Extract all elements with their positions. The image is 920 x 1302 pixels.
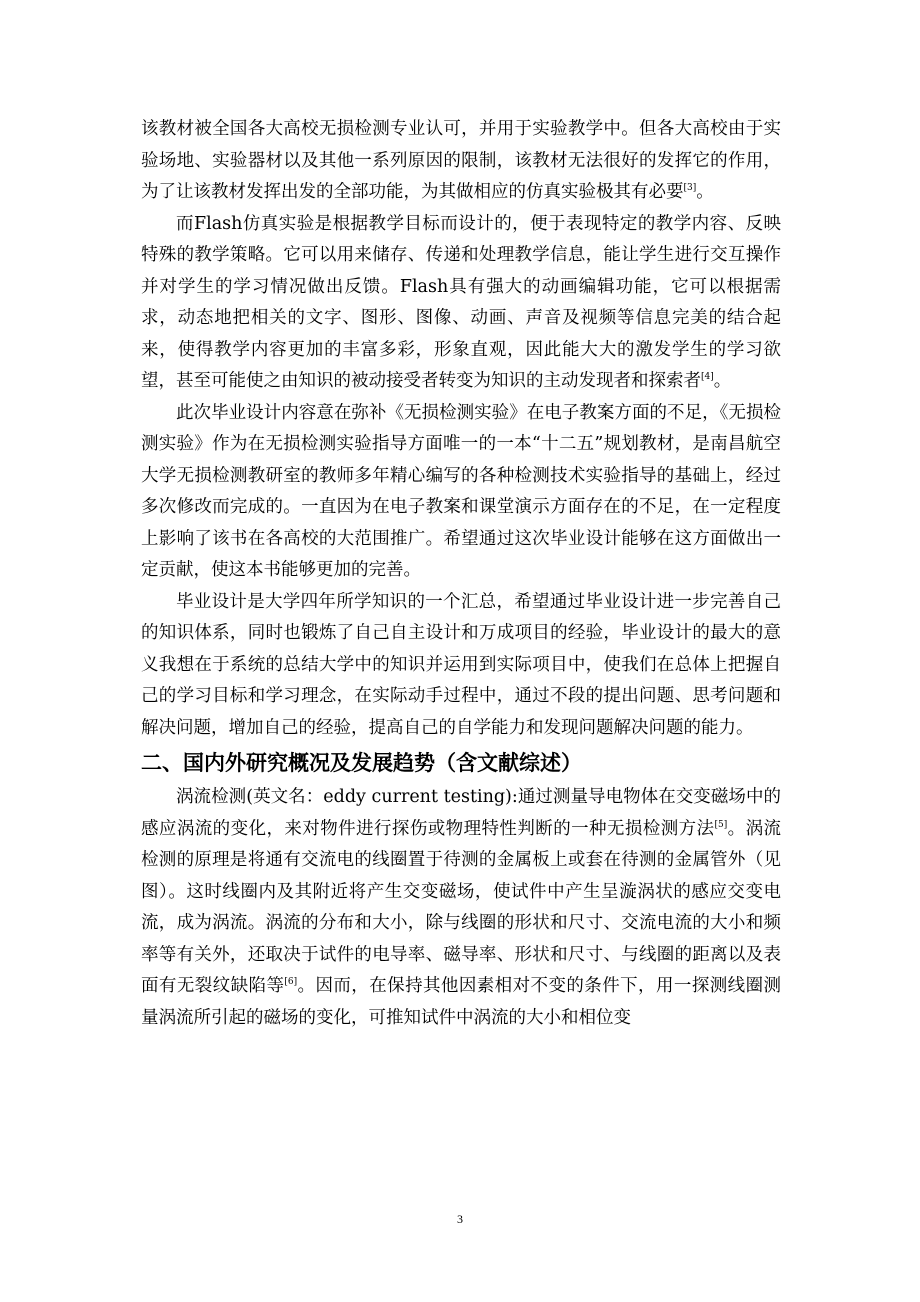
citation-3: [3] [683, 183, 697, 194]
paragraph-2-text: 而Flash仿真实验是根据教学目标而设计的，便于表现特定的教学内容、反映特殊的教学策略。它可以用来储存、传递和处理教学信息，能让学生进行交互操作并对学生的学习情况做出反馈。Flash具有强大的动画编辑功能，它可以根据需求，动态地把相关的文字、图形、图像、动画、声音及视频等信息完美的结合起来，使得教学内容更加的丰富多彩，形象直观，因此能大大的激发学生的学习欲望，甚至可能使之由知识的被动接受者转变为知识的主动发现者和探索者 [141, 213, 781, 391]
paragraph-1-end: 。 [696, 182, 714, 202]
paragraph-1-text: 该教材被全国各大高校无损检测专业认可，并用于实验教学中。但各大高校由于实验场地、实验器材以及其他一系列原因的限制，该教材无法很好的发挥它的作用，为了让该教材发挥出发的全部功能，为其做相应的仿真实验极其有必要 [141, 119, 781, 202]
paragraph-2 [141, 209, 781, 398]
paragraph-1 [141, 114, 781, 209]
citation-5: [5] [714, 819, 728, 830]
citation-4: [4] [701, 372, 714, 383]
document-body [141, 114, 781, 1034]
section-paragraph-part2: 。涡流检测的原理是将通有交流电的线圈置于待测的金属板上或套在待测的金属管外（见图）。这时线圈内及其附近将产生交变磁场，使试件中产生呈漩涡状的感应交变电流，成为涡流。涡流的分布和大小，除与线圈的形状和尺寸、交流电流的大小和频率等有关外，还取决于试件的电导率、磁导率、形状和尺寸、与线圈的距离以及表面有无裂纹缺陷等 [141, 818, 781, 996]
paragraph-2-end: 。 [713, 371, 732, 391]
paragraph-3-text: 此次毕业设计内容意在弥补《无损检测实验》在电子教案方面的不足，《无损检测实验》作为在无损检测实验指导方面唯一的一本“十二五”规划教材，是南昌航空大学无损检测教研室的教师多年精心编写的各种检测技术实验指导的基础上，经过多次修改而完成的。一直因为在电子教案和课堂演示方面存在的不足，在一定程度上影响了该书在各高校的大范围推广。希望通过这次毕业设计能够在这方面做出一定贡献，使这本书能够更加的完善。 [141, 402, 781, 580]
paragraph-4-text: 毕业设计是大学四年所学知识的一个汇总，希望通过毕业设计进一步完善自己的知识体系，同时也锻炼了自己自主设计和万成项目的经验，毕业设计的最大的意义我想在于系统的总结大学中的知识并运用到实际项目中，使我们在总体上把握自己的学习目标和学习理念，在实际动手过程中，通过不段的提出问题、思考问题和解决问题，增加自己的经验，提高自己的自学能力和发现问题解决问题的能力。 [141, 591, 781, 738]
section-heading: 二、国内外研究概况及发展趋势（含文献综述） [141, 751, 582, 775]
citation-6: [6] [284, 977, 298, 988]
paragraph-3 [141, 398, 781, 587]
section-paragraph-part1: 涡流检测(英文名：eddy current testing):通过测量导电物体在交变磁场中的感应涡流的变化，来对物件进行探伤或物理特性判断的一种无损检测方法 [141, 787, 781, 839]
paragraph-4 [141, 587, 781, 745]
section-paragraph [141, 782, 781, 1034]
page-number: 3 [457, 1212, 463, 1226]
section-paragraph-part3: 。因而，在保持其他因素相对不变的条件下，用一探测线圈测量涡流所引起的磁场的变化，可推知试件中涡流的大小和相位变 [141, 976, 782, 1028]
